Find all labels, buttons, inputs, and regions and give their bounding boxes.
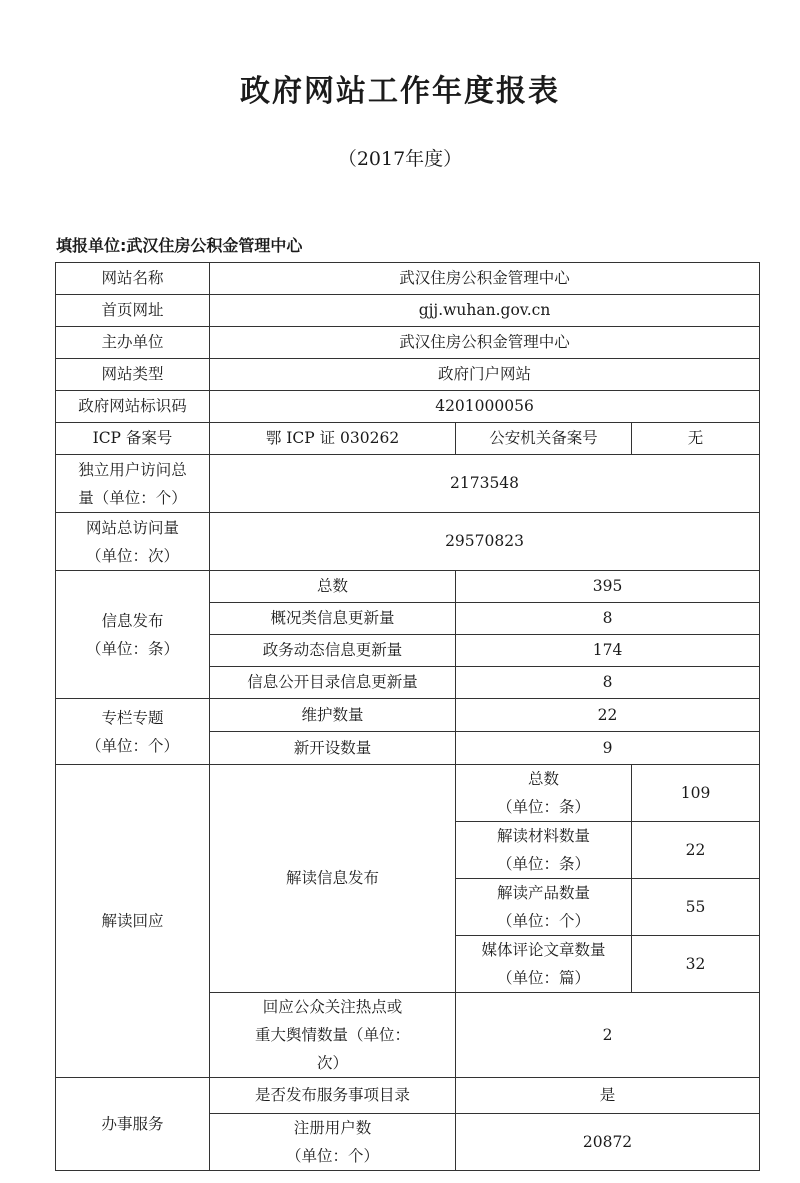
- info-release-row-label: 概况类信息更新量: [210, 603, 456, 635]
- interpret-row-label: [456, 765, 632, 822]
- info-release-row-label: 信息公开目录信息更新量: [210, 667, 456, 699]
- column-row-label: 维护数量: [210, 699, 456, 732]
- pv-value: 29570823: [210, 513, 760, 571]
- service-users-label-line: 注册用户数: [293, 1119, 372, 1137]
- homepage-value: gjj.wuhan.gov.cn: [210, 295, 760, 327]
- table-row: [56, 513, 760, 571]
- response-label-line: 次）: [316, 1054, 348, 1072]
- interpret-row-value: 32: [632, 936, 760, 993]
- reporting-unit: 填报单位:武汉住房公积金管理中心: [56, 236, 303, 255]
- interpret-row-label-line: 总数: [527, 770, 559, 788]
- police-label: 公安机关备案号: [456, 423, 632, 455]
- info-release-row-label: 总数: [210, 571, 456, 603]
- table-row: [56, 1078, 760, 1114]
- column-label-line: 专栏专题: [101, 708, 164, 727]
- service-users-value: 20872: [456, 1114, 760, 1171]
- uv-label: [56, 455, 210, 513]
- page-title: 政府网站工作年度报表: [240, 74, 560, 109]
- icp-value: 鄂 ICP 证 030262: [210, 423, 456, 455]
- pv-label-line: （单位：次）: [85, 546, 179, 565]
- interpret-row-label-line: 解读产品数量: [496, 884, 590, 902]
- interpret-row-label-line: （单位：个）: [496, 912, 590, 930]
- info-release-row-value: 174: [456, 635, 760, 667]
- service-catalog-label: 是否发布服务事项目录: [210, 1078, 456, 1114]
- info-release-label-line: 信息发布: [101, 611, 164, 630]
- table-row: [56, 263, 760, 295]
- table-row: [56, 359, 760, 391]
- info-release-row-value: 395: [456, 571, 760, 603]
- uv-value: 2173548: [210, 455, 760, 513]
- table-row: [56, 765, 760, 822]
- response-label-line: 回应公众关注热点或: [262, 998, 403, 1016]
- site-id-value: 4201000056: [210, 391, 760, 423]
- column-row-label: 新开设数量: [210, 732, 456, 765]
- interpret-row-label-line: （单位：条）: [496, 798, 590, 816]
- sponsor-value: 武汉住房公积金管理中心: [210, 327, 760, 359]
- homepage-label: 首页网址: [56, 295, 210, 327]
- info-release-row-value: 8: [456, 603, 760, 635]
- police-value: 无: [632, 423, 760, 455]
- pv-label-line: 网站总访问量: [85, 518, 179, 537]
- table-row: [56, 571, 760, 603]
- uv-label-line: 量（单位：个）: [78, 488, 187, 507]
- interpret-row-value: 55: [632, 879, 760, 936]
- table-row: [56, 327, 760, 359]
- response-value: 2: [456, 993, 760, 1078]
- info-release-label: [56, 571, 210, 699]
- interpret-row-label: [456, 822, 632, 879]
- interpret-row-label-line: 解读材料数量: [496, 827, 590, 845]
- info-release-row-value: 8: [456, 667, 760, 699]
- column-row-value: 9: [456, 732, 760, 765]
- table-row: [56, 455, 760, 513]
- uv-label-line: 独立用户访问总: [78, 460, 187, 479]
- interpret-row-label: [456, 879, 632, 936]
- interpret-row-label-line: （单位：条）: [496, 855, 590, 873]
- interpret-label: 解读回应: [56, 765, 210, 1078]
- service-catalog-value: 是: [456, 1078, 760, 1114]
- site-type-value: 政府门户网站: [210, 359, 760, 391]
- info-release-row-label: 政务动态信息更新量: [210, 635, 456, 667]
- interpret-row-label-line: 媒体评论文章数量: [481, 941, 606, 959]
- icp-label: ICP 备案号: [56, 423, 210, 455]
- interpret-row-value: 22: [632, 822, 760, 879]
- interpret-row-label: [456, 936, 632, 993]
- table-row: [56, 295, 760, 327]
- site-id-label: 政府网站标识码: [56, 391, 210, 423]
- interpret-row-label-line: （单位：篇）: [496, 969, 590, 987]
- column-label-line: （单位：个）: [85, 736, 179, 755]
- interpret-row-value: 109: [632, 765, 760, 822]
- info-release-label-line: （单位：条）: [85, 639, 179, 658]
- site-type-label: 网站类型: [56, 359, 210, 391]
- column-label: [56, 699, 210, 765]
- response-label-line: 重大舆情数量（单位：: [254, 1026, 410, 1044]
- report-table: [55, 262, 760, 1171]
- response-label: [210, 993, 456, 1078]
- service-users-label-line: （单位：个）: [285, 1147, 379, 1165]
- table-row: [56, 699, 760, 732]
- sponsor-label: 主办单位: [56, 327, 210, 359]
- pv-label: [56, 513, 210, 571]
- report-year: （2017年度）: [337, 148, 463, 170]
- site-name-label: 网站名称: [56, 263, 210, 295]
- site-name-value: 武汉住房公积金管理中心: [210, 263, 760, 295]
- service-label: 办事服务: [56, 1078, 210, 1171]
- service-users-label: [210, 1114, 456, 1171]
- interpret-sub-label: 解读信息发布: [210, 765, 456, 993]
- table-row: [56, 423, 760, 455]
- table-row: [56, 391, 760, 423]
- column-row-value: 22: [456, 699, 760, 732]
